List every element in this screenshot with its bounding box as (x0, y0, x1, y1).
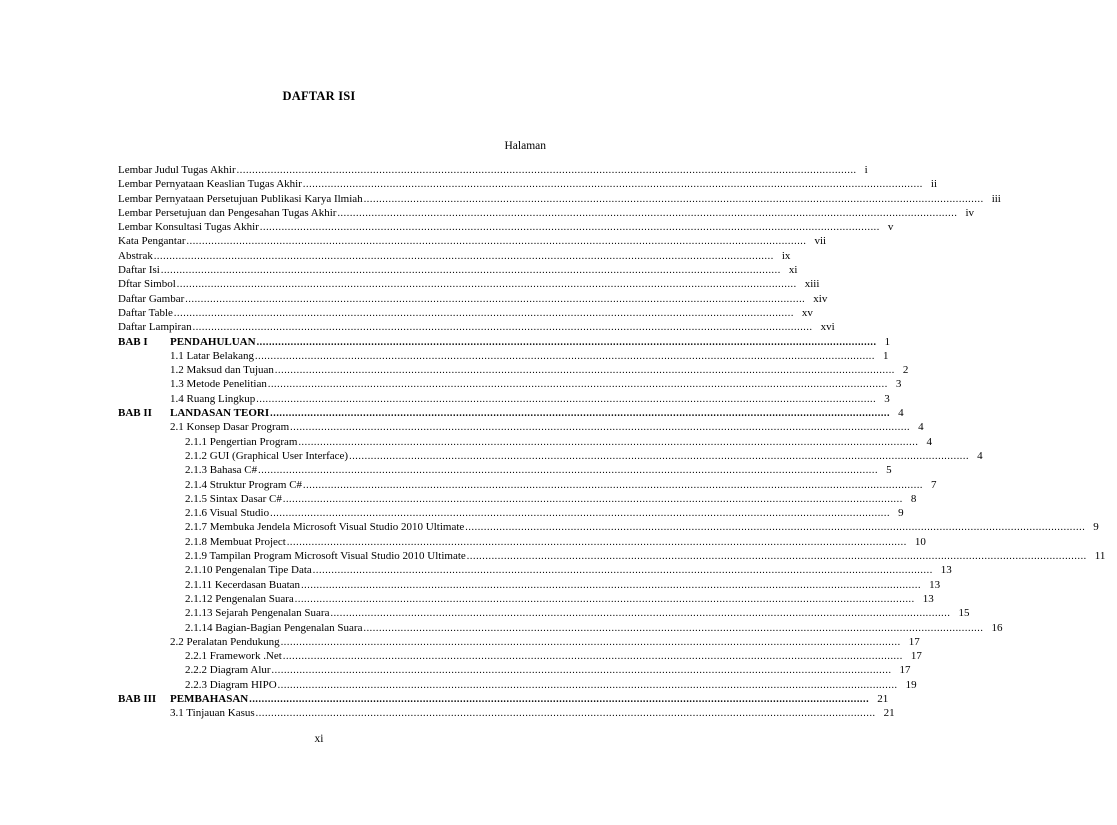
toc-leader-dots: ........................................................................................................................................................................................................ (160, 265, 781, 277)
toc-entry-title: Abstrak (118, 249, 153, 262)
toc-entry-title: 2.1.1 Pengertian Program (185, 435, 298, 448)
toc-leader-dots: ........................................................................................................................................................................................................ (330, 608, 951, 620)
toc-page-number: 2 (902, 364, 909, 377)
toc-leader-dots: ........................................................................................................................................................................................................ (153, 250, 774, 262)
toc-entry-title: 2.2.2 Diagram Alur (185, 664, 271, 677)
toc-entry-row (118, 621, 1003, 635)
toc-chapter-row (118, 692, 889, 706)
toc-page-number: 13 (940, 564, 952, 577)
toc-entry-title: 1.2 Maksud dan Tujuan (170, 364, 274, 377)
toc-entry-title: 2.2 Peralatan Pendukung (170, 635, 280, 648)
toc-entry-row (118, 635, 920, 649)
toc-page-number: 3 (895, 378, 902, 391)
toc-page-number: 9 (898, 507, 904, 520)
toc-leader-dots: ........................................................................................................................................................................................................ (186, 236, 807, 248)
toc-leader-dots: ........................................................................................................................................................................................................ (274, 365, 895, 377)
toc-entry-title (118, 406, 270, 420)
toc-entry-title (118, 335, 257, 349)
page-number: xi (314, 733, 324, 745)
toc-entry-row (118, 220, 894, 234)
toc-page-number: xiv (813, 292, 828, 305)
toc-page-number: 17 (908, 635, 920, 648)
toc-entry-row (118, 277, 820, 291)
toc-chapter-title: LANDASAN TEORI (170, 407, 270, 420)
toc-entry-row (118, 649, 922, 663)
toc-entry-title: 3.1 Tinjauan Kasus (170, 707, 255, 720)
toc-leader-dots: ........................................................................................................................................................................................................ (298, 436, 919, 448)
toc-page-number: 4 (926, 435, 932, 448)
toc-entry-title: 2.1.9 Tampilan Program Microsoft Visual Studio 2010 Ultimate (185, 550, 466, 563)
toc-page-number: v (887, 221, 894, 234)
toc-leader-dots: ........................................................................................................................................................................................................ (301, 579, 922, 591)
toc-page-number: 19 (905, 678, 917, 691)
toc-entry-row (118, 234, 827, 248)
toc-entry-row (118, 706, 895, 720)
toc-leader-dots: ........................................................................................................................................................................................................ (363, 622, 984, 634)
toc-leader-dots: ........................................................................................................................................................................................................ (277, 679, 898, 691)
toc-entry-row (118, 349, 889, 363)
toc-leader-dots: ........................................................................................................................................................................................................ (363, 193, 984, 205)
toc-page-number: xi (788, 264, 798, 277)
toc-chapter-code: BAB III (118, 692, 157, 705)
toc-page-number: 3 (884, 392, 890, 405)
toc-page-number: 21 (883, 707, 895, 720)
toc-entry-title: 2.1.6 Visual Studio (185, 507, 270, 520)
toc-leader-dots: ........................................................................................................................................................................................................ (349, 450, 970, 462)
toc-entry-row (118, 292, 828, 306)
toc-entry-title: 2.1.13 Sejarah Pengenalan Suara (185, 607, 330, 620)
toc-entry-row (118, 663, 911, 677)
toc-leader-dots: ........................................................................................................................................................................................................ (176, 279, 797, 291)
toc-leader-dots: ........................................................................................................................................................................................................ (259, 222, 880, 234)
toc-entry-row (118, 606, 970, 620)
toc-entry-title: 2.1.4 Struktur Program C# (185, 478, 303, 491)
toc-entry-row (118, 363, 909, 377)
toc-entry-title: 2.1 Konsep Dasar Program (170, 421, 290, 434)
toc-entry-row (118, 463, 892, 477)
toc-entry-title: 2.1.3 Bahasa C# (185, 464, 258, 477)
toc-entry-row (118, 478, 937, 492)
toc-leader-dots: ........................................................................................................................................................................................................ (236, 165, 857, 176)
toc-page-number: iv (965, 206, 974, 219)
toc-entry-row (118, 177, 938, 191)
toc-page-number: 4 (918, 421, 924, 434)
toc-entry-title: Daftar Table (118, 306, 173, 319)
toc-entry-row (118, 249, 791, 263)
toc-entry-row (118, 592, 934, 606)
toc-leader-dots: ........................................................................................................................................................................................................ (185, 293, 806, 305)
toc-entry-title: 1.3 Metode Penelitian (170, 378, 267, 391)
toc-page-number: 1 (883, 349, 889, 362)
toc-leader-dots: ........................................................................................................................................................................................................ (303, 479, 924, 491)
toc-page-number: 13 (929, 578, 941, 591)
toc-page-number: 7 (931, 478, 937, 491)
toc-leader-dots: ........................................................................................................................................................................................................ (290, 422, 911, 434)
toc-entry-row (118, 549, 1106, 563)
toc-page-number: ix (781, 249, 791, 262)
toc-leader-dots: ........................................................................................................................................................................................................ (249, 693, 870, 705)
toc-page-number: 4 (977, 449, 983, 462)
toc-leader-dots: ........................................................................................................................................................................................................ (282, 493, 903, 505)
toc-entry-title: 2.1.5 Sintax Dasar C# (185, 492, 282, 505)
toc-entry-title: Lembar Konsultasi Tugas Akhir (118, 221, 259, 234)
toc-chapter-title: PEMBAHASAN (170, 692, 249, 705)
toc-chapter-row (118, 406, 904, 420)
toc-page-number: 9 (1093, 521, 1099, 534)
toc-entry-row (118, 435, 932, 449)
toc-leader-dots: ........................................................................................................................................................................................................ (465, 522, 1086, 534)
toc-entry-title: Kata Pengantar (118, 235, 186, 248)
toc-entry-title: Dftar Simbol (118, 278, 176, 291)
page-column-header: Halaman (504, 140, 546, 152)
toc-entry-row (118, 492, 917, 506)
toc-leader-dots: ........................................................................................................................................................................................................ (270, 508, 891, 520)
toc-entry-row (118, 192, 1001, 206)
toc-leader-dots: ........................................................................................................................................................................................................ (271, 665, 892, 677)
toc-page-number: vii (814, 235, 827, 248)
toc-chapter-code: BAB I (118, 335, 148, 348)
toc-leader-dots: ........................................................................................................................................................................................................ (337, 207, 958, 219)
toc-entry-row (118, 449, 983, 463)
toc-entry-title (118, 692, 249, 706)
toc-chapter-title: PENDAHULUAN (170, 335, 256, 348)
toc-leader-dots: ........................................................................................................................................................................................................ (267, 379, 888, 391)
toc-entry-row (118, 206, 974, 220)
toc-page-number: xv (801, 306, 813, 319)
toc-chapter-code: BAB II (118, 407, 152, 420)
toc-leader-dots: ........................................................................................................................................................................................................ (256, 393, 877, 405)
toc-entry-row (118, 535, 926, 549)
table-of-contents (118, 163, 1106, 721)
toc-page-number: iii (991, 192, 1001, 205)
toc-page-number: 15 (958, 607, 970, 620)
toc-leader-dots: ........................................................................................................................................................................................................ (256, 336, 877, 348)
toc-leader-dots: ........................................................................................................................................................................................................ (173, 307, 794, 319)
toc-entry-title: Lembar Pernyataan Keaslian Tugas Akhir (118, 178, 302, 191)
toc-entry-row (118, 306, 813, 320)
toc-leader-dots: ........................................................................................................................................................................................................ (280, 636, 901, 648)
toc-page-number: xiii (804, 278, 820, 291)
toc-leader-dots: ........................................................................................................................................................................................................ (258, 465, 879, 477)
toc-entry-title: Daftar Lampiran (118, 321, 192, 334)
toc-entry-row (118, 563, 952, 577)
toc-page-number: 1 (884, 335, 891, 348)
toc-chapter-row (118, 335, 891, 349)
toc-leader-dots: ........................................................................................................................................................................................................ (270, 408, 891, 420)
toc-entry-title: Lembar Judul Tugas Akhir (118, 164, 236, 176)
toc-entry-title: 2.1.8 Membuat Project (185, 535, 286, 548)
toc-entry-title: 2.1.14 Bagian-Bagian Pengenalan Suara (185, 621, 363, 634)
toc-page-number: 5 (886, 464, 892, 477)
toc-entry-title: 1.1 Latar Belakang (170, 349, 254, 362)
toc-page-number: xvi (820, 321, 835, 334)
toc-page-number: 21 (877, 692, 889, 705)
toc-entry-title: 2.1.2 GUI (Graphical User Interface) (185, 449, 349, 462)
toc-page-number: i (864, 164, 868, 176)
toc-page-number: ii (930, 178, 938, 191)
toc-entry-row (118, 163, 868, 177)
toc-entry-title: Daftar Isi (118, 264, 160, 277)
toc-leader-dots: ........................................................................................................................................................................................................ (255, 350, 875, 362)
toc-entry-row (118, 320, 835, 334)
toc-entry-title: 2.2.3 Diagram HIPO (185, 678, 277, 691)
toc-page-number: 17 (910, 650, 922, 663)
toc-entry-row (118, 263, 798, 277)
toc-entry-row (118, 578, 941, 592)
toc-entry-title: 2.1.12 Pengenalan Suara (185, 592, 294, 605)
toc-entry-title: 2.2.1 Framework .Net (185, 650, 282, 663)
toc-page-number: 11 (1094, 550, 1106, 563)
toc-entry-title: Lembar Persetujuan dan Pengesahan Tugas Akhir (118, 206, 337, 219)
toc-leader-dots: ........................................................................................................................................................................................................ (192, 322, 813, 334)
toc-page-number: 17 (899, 664, 911, 677)
page-title: DAFTAR ISI (282, 89, 356, 103)
toc-leader-dots: ........................................................................................................................................................................................................ (466, 551, 1087, 563)
toc-page-number: 16 (991, 621, 1003, 634)
toc-leader-dots: ........................................................................................................................................................................................................ (294, 593, 915, 605)
toc-entry-row (118, 392, 890, 406)
toc-entry-row (118, 520, 1099, 534)
toc-leader-dots: ........................................................................................................................................................................................................ (282, 651, 903, 663)
toc-entry-title: 2.1.7 Membuka Jendela Microsoft Visual Studio 2010 Ultimate (185, 521, 465, 534)
toc-leader-dots: ........................................................................................................................................................................................................ (255, 708, 876, 720)
toc-page-number: 4 (898, 407, 904, 420)
toc-entry-title: Daftar Gambar (118, 292, 185, 305)
toc-entry-row (118, 678, 917, 692)
toc-page-number: 13 (922, 592, 934, 605)
toc-entry-row (118, 420, 924, 434)
toc-page-number: 10 (914, 535, 926, 548)
toc-entry-title: 2.1.11 Kecerdasan Buatan (185, 578, 301, 591)
toc-leader-dots: ........................................................................................................................................................................................................ (312, 565, 933, 577)
toc-page-number: 8 (910, 492, 917, 505)
toc-leader-dots: ........................................................................................................................................................................................................ (302, 179, 923, 191)
toc-entry-row (118, 377, 902, 391)
toc-entry-title: Lembar Pernyataan Persetujuan Publikasi Karya Ilmiah (118, 192, 363, 205)
toc-entry-row (118, 506, 904, 520)
toc-entry-title: 1.4 Ruang Lingkup (170, 392, 256, 405)
toc-entry-title: 2.1.10 Pengenalan Tipe Data (185, 564, 312, 577)
toc-leader-dots: ........................................................................................................................................................................................................ (286, 536, 907, 548)
